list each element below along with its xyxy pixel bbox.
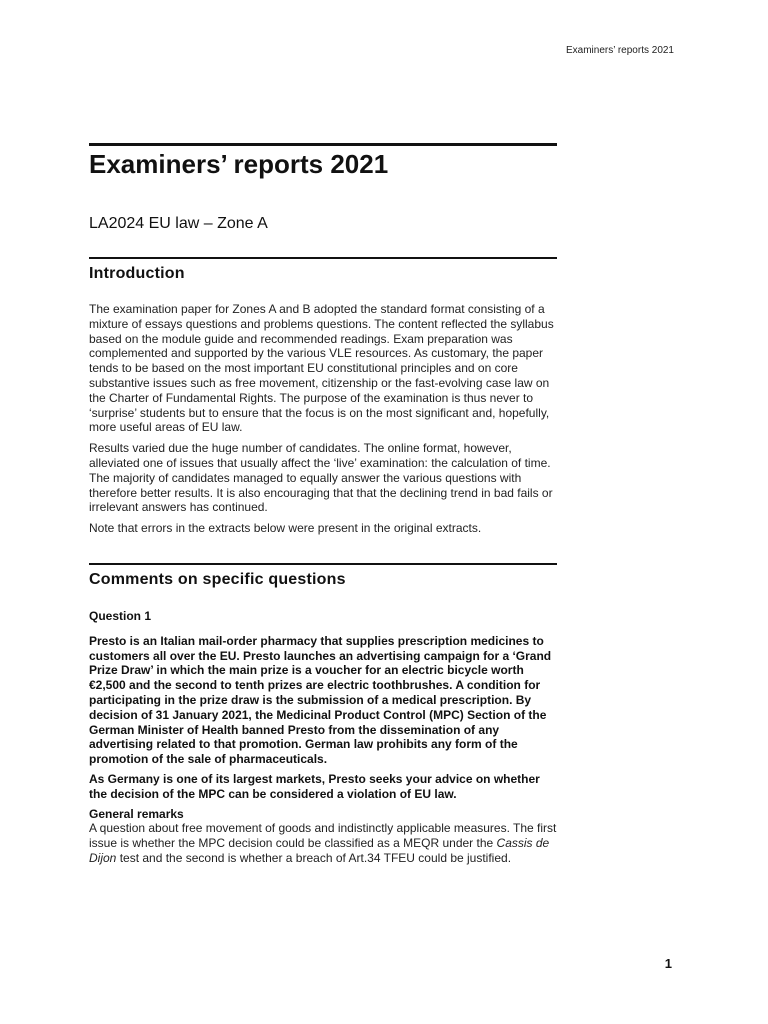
introduction-heading: Introduction: [89, 265, 185, 282]
case-name-italic: Cassis de Dijon: [89, 836, 550, 865]
page-number: 1: [664, 956, 672, 971]
question-1-block: [89, 609, 557, 866]
intro-paragraph: Note that errors in the extracts below were present in the original extracts.: [89, 521, 482, 536]
question-text: As Germany is one of its largest markets, Presto seeks your advice on whether the decision of the MPC can be considered a violation of EU law.: [89, 771, 540, 801]
running-header: Examiners’ reports 2021: [565, 45, 674, 56]
general-remarks-heading: General remarks: [89, 806, 184, 821]
introduction-rule: [89, 257, 557, 259]
intro-paragraph: Results varied due the huge number of candidates. The online format, however, alleviated one of issues that usually affect the ‘live’ examination: the calculation of time. The majority of candidates managed to equally answer the various questions with therefore better results. It is also encouraging that that the declining trend in bad fails or irrelevant answers has continued.: [89, 441, 553, 515]
title-rule: [89, 143, 557, 146]
general-remarks-text-end: test and the second is whether a breach of Art.34 TFEU could be justified.: [116, 850, 512, 865]
report-subtitle: LA2024 EU law – Zone A: [89, 215, 268, 232]
question-label: Question 1: [89, 609, 152, 623]
comments-rule: [89, 563, 557, 565]
comments-heading: Comments on specific questions: [89, 571, 346, 588]
question-text: Presto is an Italian mail-order pharmacy that supplies prescription medicines to customers all over the EU. Presto launches an advertising campaign for a ‘Grand Prize Draw’ in which the main prize is a voucher for an electric bicycle worth €2,500 and the second to tenth prizes are electric toothbrushes. A condition for participating in the prize draw is the submission of a medical prescription. By decision of 31 January 2021, the Medicinal Product Control (MPC) Section of the German Minister of Health banned Presto from the dissemination of any advertising related to that promotion. German law prohibits any form of the promotion of the sale of pharmaceuticals.: [89, 633, 552, 767]
report-title: Examiners’ reports 2021: [89, 149, 389, 179]
introduction-body: [89, 302, 557, 542]
general-remarks-text: [89, 821, 557, 865]
general-remarks-text-start: A question about free movement of goods and indistinctly applicable measures. The first issue is whether the MPC decision could be classified as a MEQR under the: [89, 821, 557, 851]
intro-paragraph: The examination paper for Zones A and B adopted the standard format consisting of a mixture of essays questions and problems questions. The content reflected the syllabus based on the module guide and recommended readings. Exam preparation was complemented and supported by the various VLE resources. As customary, the paper tends to be based on the most important EU constitutional principles and on core substantive issues such as free movement, citizenship or the fast-evolving case law on the Charter of Fundamental Rights. The purpose of the examination is thus never to ‘surprise’ students but to ensure that the focus is on the most significant and, hopefully, more useful areas of EU law.: [89, 302, 554, 435]
